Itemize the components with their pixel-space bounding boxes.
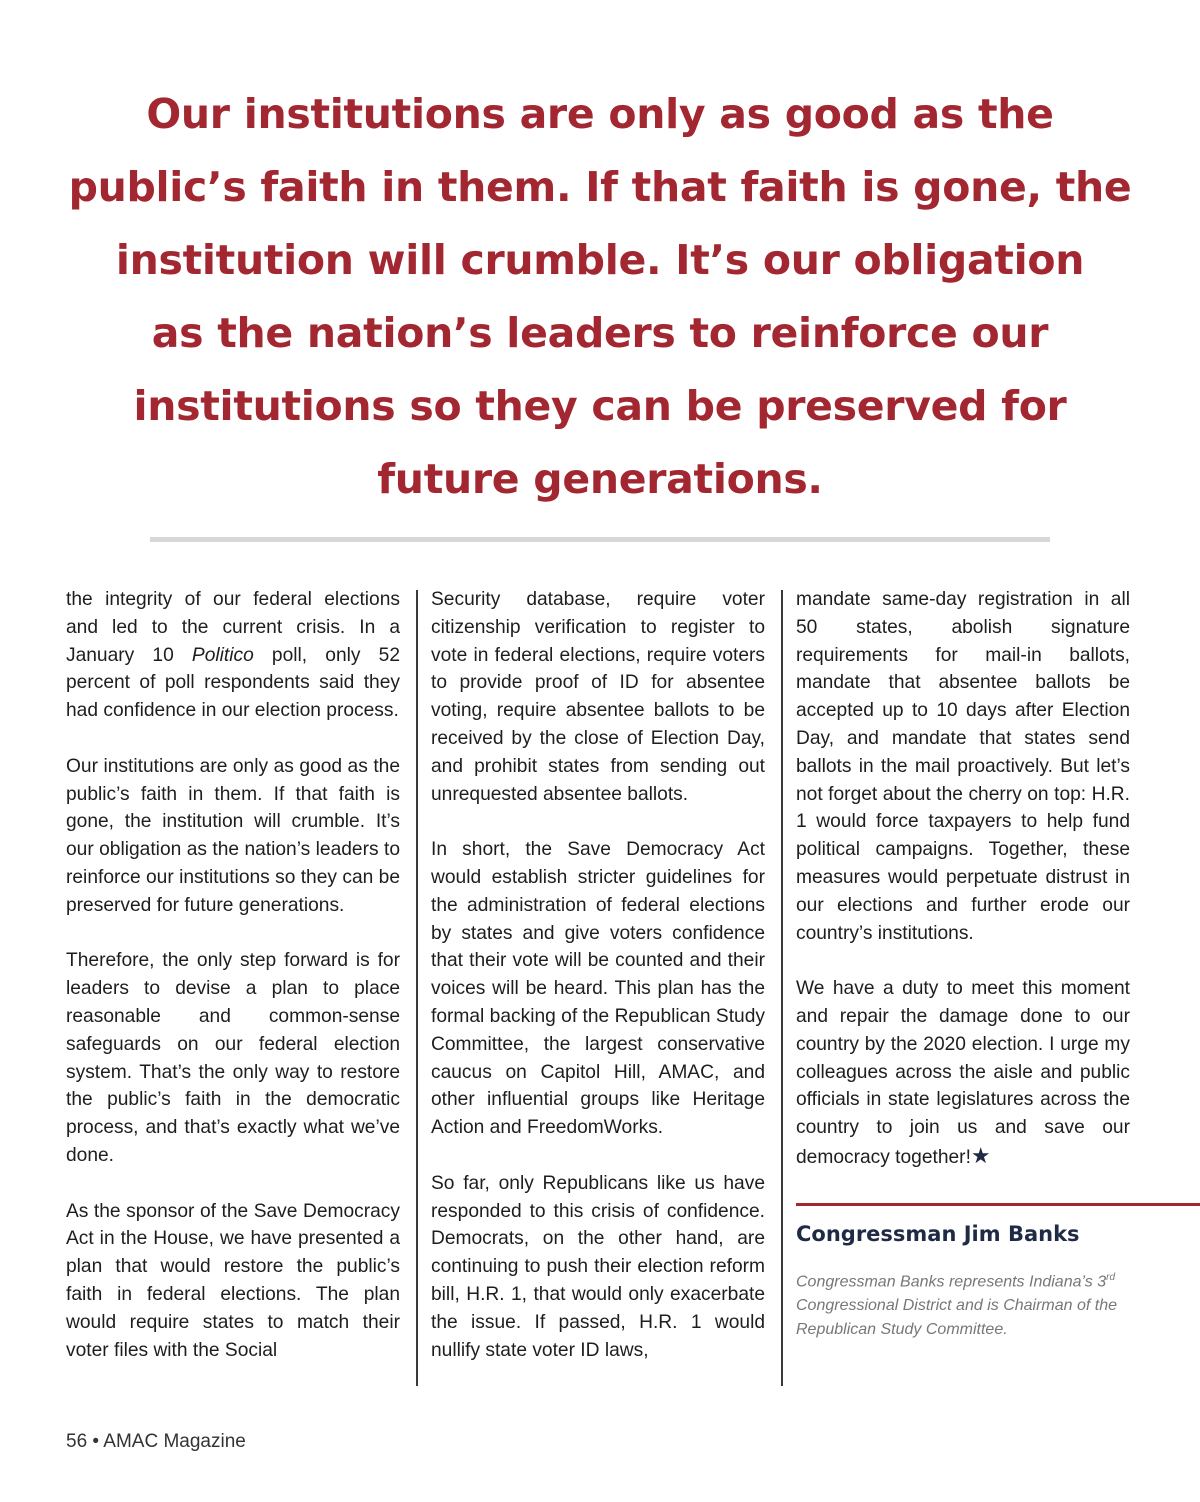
article-paragraph: In short, the Save Democracy Act would establish stricter guidelines for the administration of federal elections by states and give voters confidence that their vote will be counted and their voices will be heard. This plan has the formal backing of the Republican Study Committee, the largest conservative caucus on Capitol Hill, AMAC, and other influential groups like Heritage Action and FreedomWorks. — [431, 839, 765, 1139]
pull-quote-line: institution will crumble. It’s our obligation — [115, 236, 1085, 284]
article-paragraph: So far, only Republicans like us have responded to this crisis of confidence. Democrats, on the other hand, are continuing to push their election reform bill, H.R. 1, that would only exacerbate the issue. If passed, H.R. 1 would nullify state voter ID laws, — [431, 1172, 765, 1361]
author-name: Congressman Jim Banks — [796, 1222, 1080, 1246]
bio-divider — [796, 1203, 1200, 1206]
article-column-1 — [66, 586, 400, 1364]
pull-quote-line: institutions so they can be preserved for — [133, 382, 1067, 430]
pull-quote-line: Our institutions are only as good as the — [146, 90, 1054, 138]
pull-quote — [60, 78, 1140, 516]
pull-quote-line: future generations. — [377, 455, 823, 503]
article-paragraph: Our institutions are only as good as the public’s faith in them. If that faith is gone, the institution will crumble. It’s our obligation as the nation’s leaders to reinforce our institutions so they can be preserved for future generations. — [66, 755, 400, 916]
pull-quote-line: public’s faith in them. If that faith is gone, the — [68, 163, 1132, 211]
pull-quote-line: as the nation’s leaders to reinforce our — [151, 309, 1049, 357]
publication-title: Politico — [191, 644, 254, 666]
article-paragraph: We have a duty to meet this moment and repair the damage done to our country by the 2020 election. I urge my colleagues across the aisle and public officials in state legislatures across the country to join us and save our democracy together!★ — [796, 978, 1130, 1168]
star-icon: ★ — [970, 1142, 991, 1168]
column-divider — [781, 590, 783, 1386]
article-paragraph: Therefore, the only step forward is for leaders to devise a plan to place reasonable and common-sense safeguards on our federal election system. That’s the only way to restore the public’s faith in the democratic process, and that’s exactly what we’ve done. — [66, 950, 400, 1166]
article-paragraph: Security database, require voter citizenship verification to register to vote in federal elections, require voters to provide proof of ID for absentee voting, require absentee ballots to be received by the close of Election Day, and prohibit states from sending out unrequested absentee ballots. — [431, 589, 765, 805]
article-paragraph: As the sponsor of the Save Democracy Act in the House, we have presented a plan that would restore the public’s faith in federal elections. The plan would require states to match their voter files with the Social — [66, 1200, 400, 1361]
page-folio: 56 • AMAC Magazine — [66, 1431, 246, 1452]
article-column-3 — [796, 586, 1130, 1172]
article-paragraph: the integrity of our federal elections and led to the current crisis. In a January 10 Politico poll, only 52 percent of poll respondents said they had confidence in our election process. — [66, 589, 400, 722]
article-column-2 — [431, 586, 765, 1364]
author-bio: Congressman Banks represents Indiana’s 3rd Congressional District and is Chairman of the Republican Study Committee. — [796, 1272, 1118, 1339]
column-divider — [416, 590, 418, 1386]
pull-quote-divider — [150, 537, 1050, 542]
article-paragraph: mandate same-day registration in all 50 states, abolish signature requirements for mail-in ballots, mandate that absentee ballots be accepted up to 10 days after Election Day, and mandate that states send ballots in the mail proactively. But let’s not forget about the cherry on top: H.R. 1 would force taxpayers to help fund political campaigns. Together, these measures would perpetuate distrust in our elections and further erode our country’s institutions. — [796, 589, 1130, 944]
